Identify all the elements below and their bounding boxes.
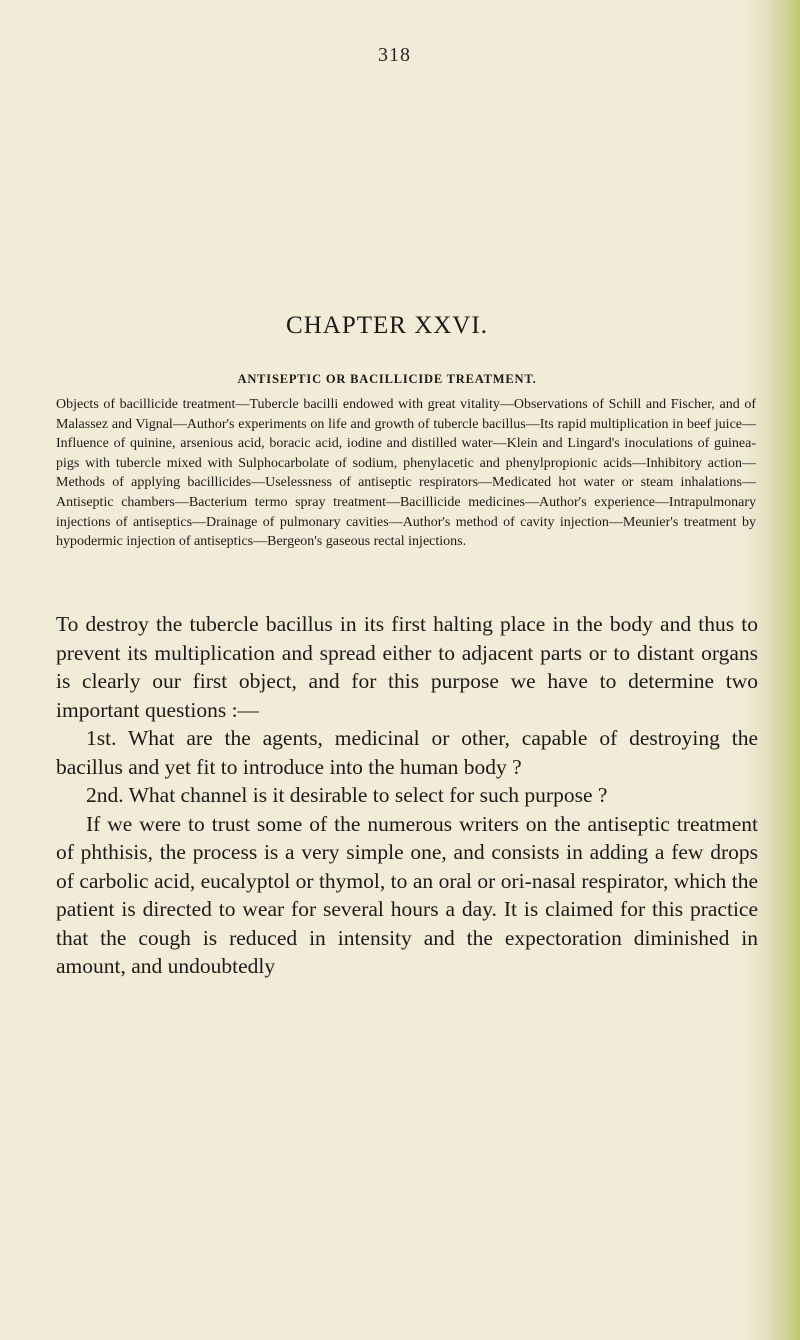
page-edge-discoloration <box>764 0 800 1340</box>
chapter-subtitle: ANTISEPTIC OR BACILLICIDE TREATMENT. <box>237 372 537 386</box>
paragraph: To destroy the tubercle bacillus in its first halting place in the body and thus to prevent its multiplication and spread either to adjacent parts or to distant organs is clearly our first object, and for this purpose we have to determine two important questions :— <box>56 612 758 722</box>
paragraph: If we were to trust some of the numerous writers on the antiseptic treatment of phthisis, the process is a very simple one, and consists in adding a few drops of carbolic acid, eucalyptol or thymol, to an oral or ori-nasal respirator, which the patient is directed to wear for several hours a day. It is claimed for this practice that the cough is reduced in intensity and the expectoration diminished in amount, and undoubtedly <box>56 811 758 978</box>
body-text <box>56 610 758 981</box>
paragraph: 2nd. What channel is it desirable to select for such purpose ? <box>86 783 608 807</box>
paragraph: 1st. What are the agents, medicinal or other, capable of destroying the bacillus and yet fit to introduce into the human body ? <box>56 726 758 779</box>
page-number: 318 <box>378 44 411 66</box>
chapter-title: CHAPTER XXVI. <box>286 312 488 339</box>
chapter-synopsis: Objects of bacillicide treatment—Tubercle bacilli endowed with great vitality—Observations of Schill and Fischer, and of Malassez and Vignal—Author's experiments on life and growth of tubercle bacillus—Its rapid multiplication in beef juice—Influence of quinine, arsenious acid, boracic acid, iodine and distilled water—Klein and Lingard's inoculations of guinea-pigs with tubercle mixed with Sulphocarbolate of sodium, phenylacetic and phenylpropionic acids—Inhibitory action—Methods of applying bacillicides—Uselessness of antiseptic respirators—Medicated hot water or steam inhalations—Antiseptic chambers—Bacterium termo spray treatment—Bacillicide medicines—Author's experience—Intrapulmonary injections of antiseptics—Drainage of pulmonary cavities—Author's method of cavity injection—Meunier's treatment by hypodermic injection of antiseptics—Bergeon's gaseous rectal injections. <box>56 397 756 550</box>
